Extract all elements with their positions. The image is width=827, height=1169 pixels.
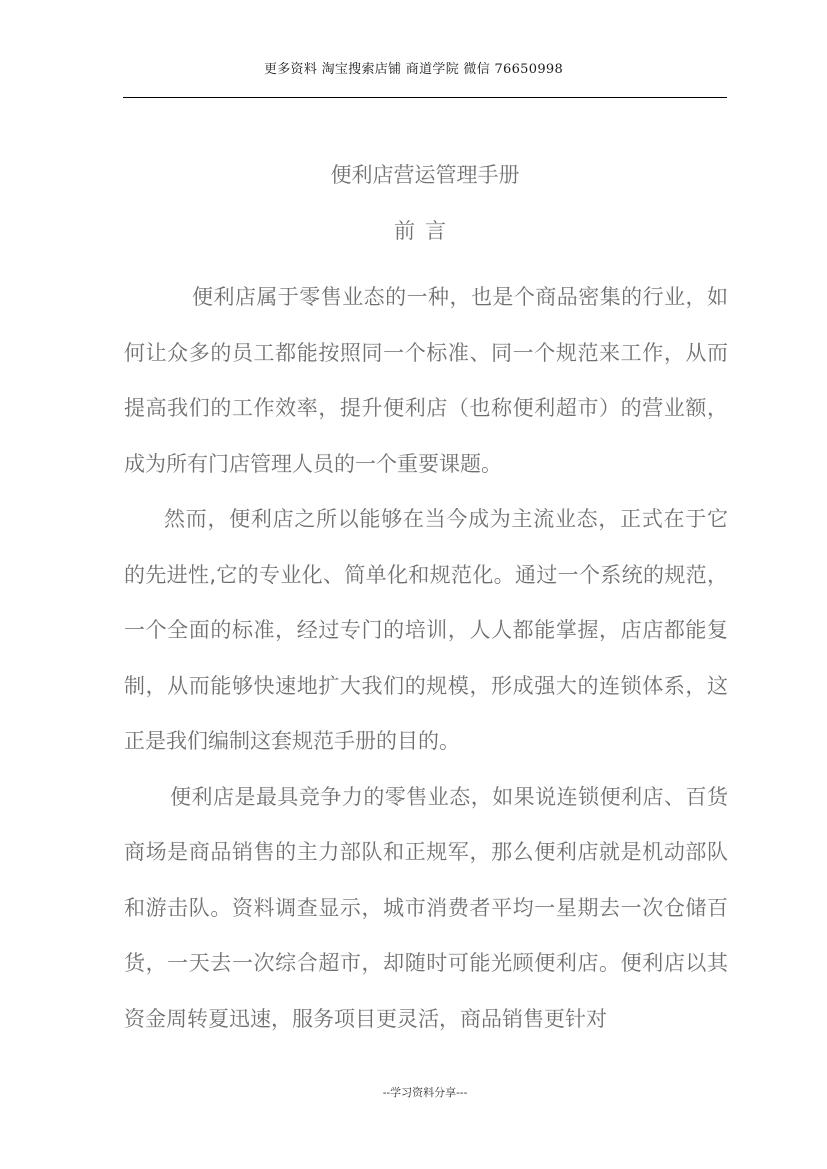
header-divider [123, 97, 727, 98]
page-header: 更多资料 淘宝搜索店铺 商道学院 微信 76650998 [263, 62, 564, 77]
paragraph-2: 然而，便利店之所以能够在当今成为主流业态，正式在于它的先进性,它的专业化、简单化和规范化。通过一个系统的规范，一个全面的标准，经过专门的培训，人人都能掌握，店店都能复制，从而能够快速地扩大我们的规模，形成强大的连锁体系，这正是我们编制这套规范手册的目的。 [124, 507, 728, 753]
document-body [124, 270, 728, 1047]
document-title: 便利店营运管理手册 [330, 163, 520, 187]
paragraph-1: 便利店属于零售业态的一种，也是个商品密集的行业，如何让众多的员工都能按照同一个标准、同一个规范来工作，从而提高我们的工作效率，提升便利店（也称便利超市）的营业额，成为所有门店管理人员的一个重要课题。 [124, 285, 728, 476]
paragraph-3: 便利店是最具竞争力的零售业态，如果说连锁便利店、百货商场是商品销售的主力部队和正规军，那么便利店就是机动部队和游击队。资料调查显示，城市消费者平均一星期去一次仓储百货，一天去一次综合超市，却随时可能光顾便利店。便利店以其资金周转夏迅速，服务项目更灵活，商品销售更针对 [124, 784, 728, 1031]
section-title-preface: 前言 [394, 219, 456, 243]
page-footer: --学习资料分享--- [382, 1086, 468, 1099]
